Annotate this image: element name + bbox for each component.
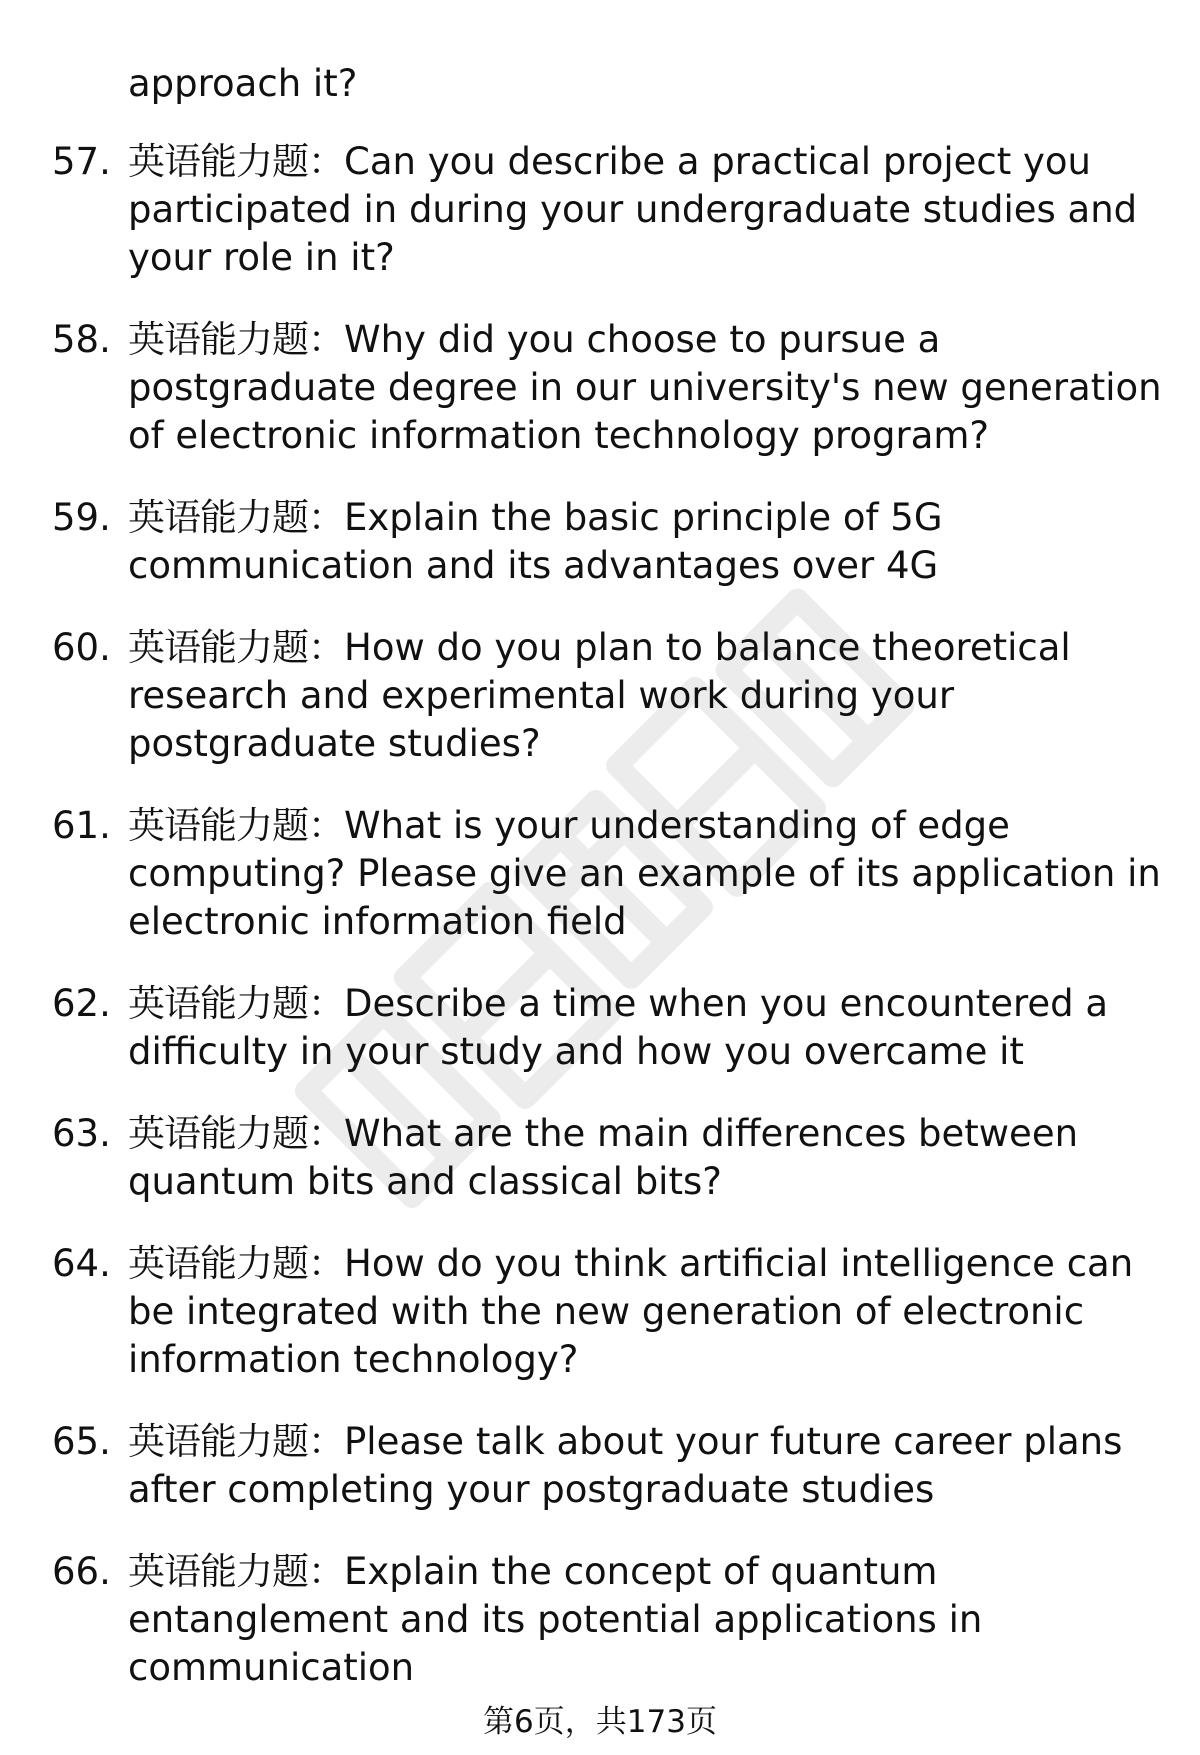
question-tag: 英语能力题： <box>128 1550 344 1593</box>
question-number: 57. <box>52 140 111 183</box>
question-number: 64. <box>52 1242 111 1285</box>
question-item <box>0 980 1200 1076</box>
question-body <box>128 1240 1173 1384</box>
question-text: Explain the basic principle of 5G communication and its advantages over 4G <box>128 496 943 587</box>
question-body <box>128 138 1173 282</box>
question-list <box>0 138 1200 1726</box>
question-number: 59. <box>52 496 111 539</box>
question-item <box>0 1110 1200 1206</box>
question-tag: 英语能力题： <box>128 626 344 669</box>
question-item <box>0 1548 1200 1692</box>
question-item <box>0 1418 1200 1514</box>
question-text: What are the main differences between quantum bits and classical bits? <box>128 1112 1079 1203</box>
question-text: Explain the concept of quantum entanglement and its potential applications in communication <box>128 1550 983 1689</box>
question-number: 60. <box>52 626 111 669</box>
question-tag: 英语能力题： <box>128 496 344 539</box>
question-body <box>128 1418 1173 1514</box>
question-body <box>128 802 1173 946</box>
question-text: How do you think artificial intelligence can be integrated with the new generation of electronic information technology? <box>128 1242 1134 1381</box>
question-item <box>0 316 1200 460</box>
question-tag: 英语能力题： <box>128 318 344 361</box>
question-text: Why did you choose to pursue a postgraduate degree in our university's new generation of electronic information technology program? <box>128 318 1162 457</box>
question-tag: 英语能力题： <box>128 982 344 1025</box>
question-number: 61. <box>52 804 111 847</box>
question-number: 62. <box>52 982 111 1025</box>
question-text: Can you describe a practical project you participated in during your undergraduate studies and your role in it? <box>128 140 1138 279</box>
question-body <box>128 494 1173 590</box>
question-tag: 英语能力题： <box>128 804 344 847</box>
question-tag: 英语能力题： <box>128 1242 344 1285</box>
question-number: 63. <box>52 1112 111 1155</box>
question-body <box>128 316 1173 460</box>
question-text: Describe a time when you encountered a difficulty in your study and how you overcame it <box>128 982 1109 1073</box>
question-number: 65. <box>52 1420 111 1463</box>
question-text: What is your understanding of edge computing? Please give an example of its application in electronic information field <box>128 804 1161 943</box>
question-body <box>128 980 1173 1076</box>
question-number: 66. <box>52 1550 111 1593</box>
question-tag: 英语能力题： <box>128 1112 344 1155</box>
page-footer: 第6页，共173页 <box>483 1704 717 1740</box>
question-item <box>0 138 1200 282</box>
question-item <box>0 494 1200 590</box>
question-tag: 英语能力题： <box>128 140 344 183</box>
question-tag: 英语能力题： <box>128 1420 344 1463</box>
question-item <box>0 802 1200 946</box>
question-body <box>128 1548 1173 1692</box>
question-text: How do you plan to balance theoretical research and experimental work during your postgraduate studies? <box>128 626 1071 765</box>
question-body <box>128 624 1173 768</box>
question-number: 58. <box>52 318 111 361</box>
question-item <box>0 624 1200 768</box>
question-text: Please talk about your future career plans after completing your postgraduate studies <box>128 1420 1123 1511</box>
question-body <box>128 1110 1173 1206</box>
question-item <box>0 1240 1200 1384</box>
continuation-text: approach it? <box>128 62 358 105</box>
